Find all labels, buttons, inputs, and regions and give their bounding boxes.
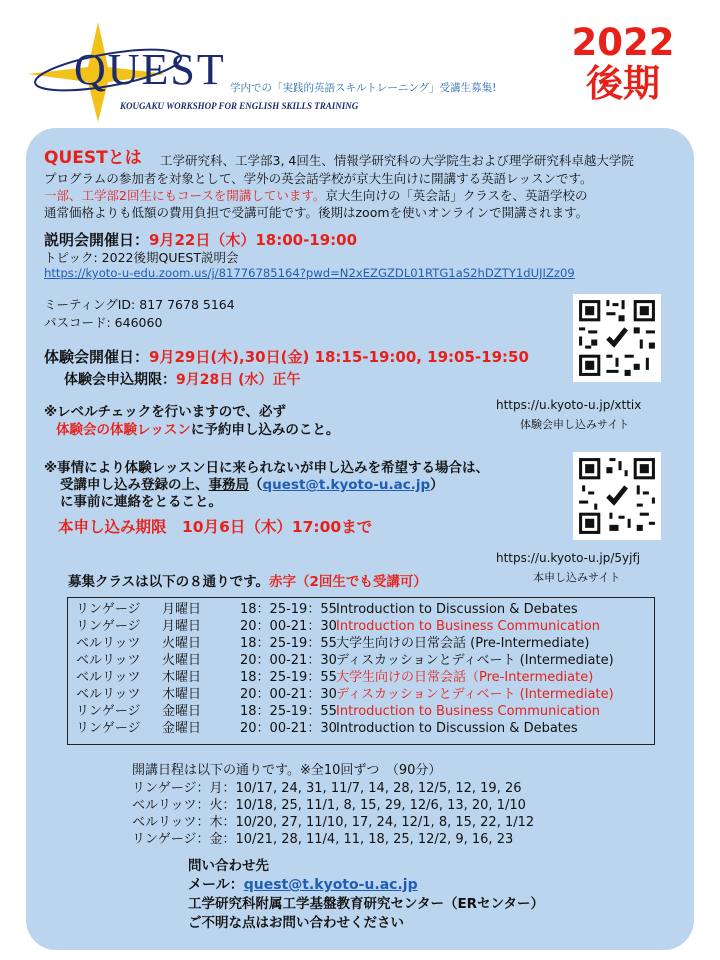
intro-line-3-rest: 京大生向けの「英会話」クラスを、英語学校の	[325, 188, 588, 203]
logo-subtitle: KOUGAKU WORKSHOP FOR ENGLISH SKILLS TRAINING	[120, 101, 359, 111]
classes-heading	[68, 574, 427, 591]
class-day: 火曜日	[162, 653, 202, 668]
classes-heading-red: 赤字（2回生でも受講可）	[269, 574, 427, 590]
intro-line-4: 通常価格よりも低額の費用負担で受講可能です。後期はzoomを使いオンラインで開講されます。	[44, 205, 589, 220]
application-deadline: 本申し込み期限 10月6日（木）17:00まで	[58, 518, 373, 536]
class-school: リンゲージ	[76, 619, 141, 634]
class-time: 20：00-21：30	[240, 687, 337, 702]
passcode: パスコード: 646060	[44, 315, 163, 330]
class-day: 金曜日	[162, 721, 202, 736]
logo-wordmark: QUEST	[74, 45, 226, 94]
contact-mail	[188, 877, 418, 895]
term-title	[568, 22, 678, 105]
trial-note-2-rest: に予約申し込みのこと。	[190, 422, 340, 438]
class-time: 18：25-19：55	[240, 602, 337, 617]
class-course: Introduction to Discussion & Debates	[336, 602, 578, 617]
class-day: 月曜日	[162, 602, 202, 617]
trial-label: 体験会開催日：	[44, 348, 150, 366]
trial-dates: 9月29日(木),30日(金) 18:15-19:00, 19:05-19:50	[149, 348, 529, 366]
notice-line-2-pre: 受講申し込み登録の上、	[60, 477, 209, 493]
class-day: 木曜日	[162, 687, 202, 702]
paren-open: （	[249, 477, 263, 493]
trial-qr-code[interactable]	[573, 294, 661, 382]
class-school: ベルリッツ	[76, 670, 141, 685]
class-day: 木曜日	[162, 670, 202, 685]
trial-note-2-red: 体験会の体験レッスン	[56, 422, 191, 438]
contact-heading: 問い合わせ先	[188, 858, 269, 874]
intro-line-1: 工学研究科、工学部3, 4回生、情報学研究科の大学院生および理学研究科卓越大学院	[160, 153, 634, 168]
tagline: 学内での「実践的英語スキルトレーニング」受講生募集!	[230, 82, 497, 94]
classes-table	[67, 597, 655, 745]
class-course: Introduction to Business Communication	[336, 704, 600, 719]
trial-site-label: 体験会申し込みサイト	[520, 418, 630, 431]
class-day: 月曜日	[162, 619, 202, 634]
schedule-heading: 開講日程は以下の通りです。※全10回ずつ （90分）	[132, 763, 442, 778]
intro-line-2: プログラムの参加者を対象として、学外の英会話学校が京大生向けに開講する英語レッスンです。	[44, 171, 593, 186]
contact-closing: ご不明な点はお問い合わせください	[188, 915, 404, 931]
qr-code-icon	[573, 294, 661, 382]
class-day: 火曜日	[162, 636, 202, 651]
zoom-link[interactable]: https://kyoto-u-edu.zoom.us/j/81776785164?pwd=N2xEZGZDL01RTG1aS2hDZTY1dUJIZz09	[44, 266, 575, 280]
class-day: 金曜日	[162, 704, 202, 719]
application-site-label: 本申し込みサイト	[533, 571, 621, 584]
schedule-line: リンゲージ：月：10/17, 24, 31, 11/7, 14, 28, 12/5, 12, 19, 26	[132, 781, 522, 796]
class-school: ベルリッツ	[76, 653, 141, 668]
trial-note-2	[56, 422, 339, 439]
trial-deadline-label: 体験会申込期限：	[64, 372, 176, 388]
class-school: リンゲージ	[76, 602, 141, 617]
year-text: 2022	[571, 21, 675, 64]
schedule-line: ベルリッツ：火：10/18, 25, 11/1, 8, 15, 29, 12/6, 13, 20, 1/10	[132, 798, 526, 813]
notice-line-3: に事前に連絡をとること。	[60, 494, 222, 510]
schedule-line: ベルリッツ：木：10/20, 27, 11/10, 17, 24, 12/1, 8, 15, 22, 1/12	[132, 815, 535, 830]
class-time: 20：00-21：30	[240, 653, 337, 668]
schedule-line: リンゲージ：金：10/21, 28, 11/4, 11, 18, 25, 12/2, 9, 16, 23	[132, 832, 514, 847]
notice-line-1: ※事情により体験レッスン日に来られないが申し込みを希望する場合は、	[44, 460, 489, 476]
briefing-topic: トピック: 2022後期QUEST説明会	[44, 250, 239, 265]
class-time: 20：00-21：30	[240, 619, 337, 634]
application-qr-code[interactable]	[573, 452, 661, 540]
intro-line-3-red: 一部、工学部2回生にもコースを開講しています。	[44, 188, 326, 203]
office-label: 事務局	[208, 477, 249, 493]
briefing-date: 9月22日（木）18:00-19:00	[149, 231, 358, 249]
class-course: Introduction to Discussion & Debates	[336, 721, 578, 736]
class-time: 18：25-19：55	[240, 704, 337, 719]
contact-mail-label: メール：	[188, 877, 244, 893]
trial-note-1: ※レベルチェックを行いますので、必ず	[44, 404, 286, 420]
class-time: 18：25-19：55	[240, 636, 337, 651]
class-school: ベルリッツ	[76, 687, 141, 702]
class-course: ディスカッションとディベート (Intermediate)	[336, 687, 614, 702]
class-course: 大学生向けの日常会話 (Pre-Intermediate)	[336, 636, 590, 651]
classes-heading-text: 募集クラスは以下の８通りです。	[68, 574, 270, 590]
class-school: リンゲージ	[76, 704, 141, 719]
class-course: 大学生向けの日常会話（Pre-Intermediate)	[336, 670, 594, 685]
briefing-heading	[44, 231, 357, 250]
trial-site-url[interactable]: https://u.kyoto-u.jp/xttix	[496, 398, 642, 412]
class-time: 20：00-21：30	[240, 721, 337, 736]
contact-center: 工学研究科附属工学基盤教育研究センター（ERセンター）	[188, 896, 545, 912]
class-course: Introduction to Business Communication	[336, 619, 600, 634]
intro-line-3	[44, 188, 587, 204]
briefing-label: 説明会開催日：	[44, 231, 150, 249]
meeting-id: ミーティングID: 817 7678 5164	[44, 297, 235, 312]
class-time: 18：25-19：55	[240, 670, 337, 685]
qr-code-icon	[573, 452, 661, 540]
class-course: ディスカッションとディベート (Intermediate)	[336, 653, 614, 668]
trial-deadline-date: 9月28日 (水）正午	[176, 372, 301, 388]
class-school: ベルリッツ	[76, 636, 141, 651]
trial-heading	[44, 348, 529, 367]
term-text: 後期	[586, 62, 660, 106]
paren-close: ）	[430, 477, 444, 493]
intro-heading: QUESTとは	[44, 148, 142, 168]
class-school: リンゲージ	[76, 721, 141, 736]
office-email-link[interactable]: quest@t.kyoto-u.ac.jp	[262, 477, 431, 493]
trial-deadline	[64, 372, 301, 390]
application-site-url[interactable]: https://u.kyoto-u.jp/5yjfj	[496, 551, 641, 565]
notice-line-2	[60, 477, 444, 494]
contact-email-link[interactable]: quest@t.kyoto-u.ac.jp	[243, 877, 418, 893]
